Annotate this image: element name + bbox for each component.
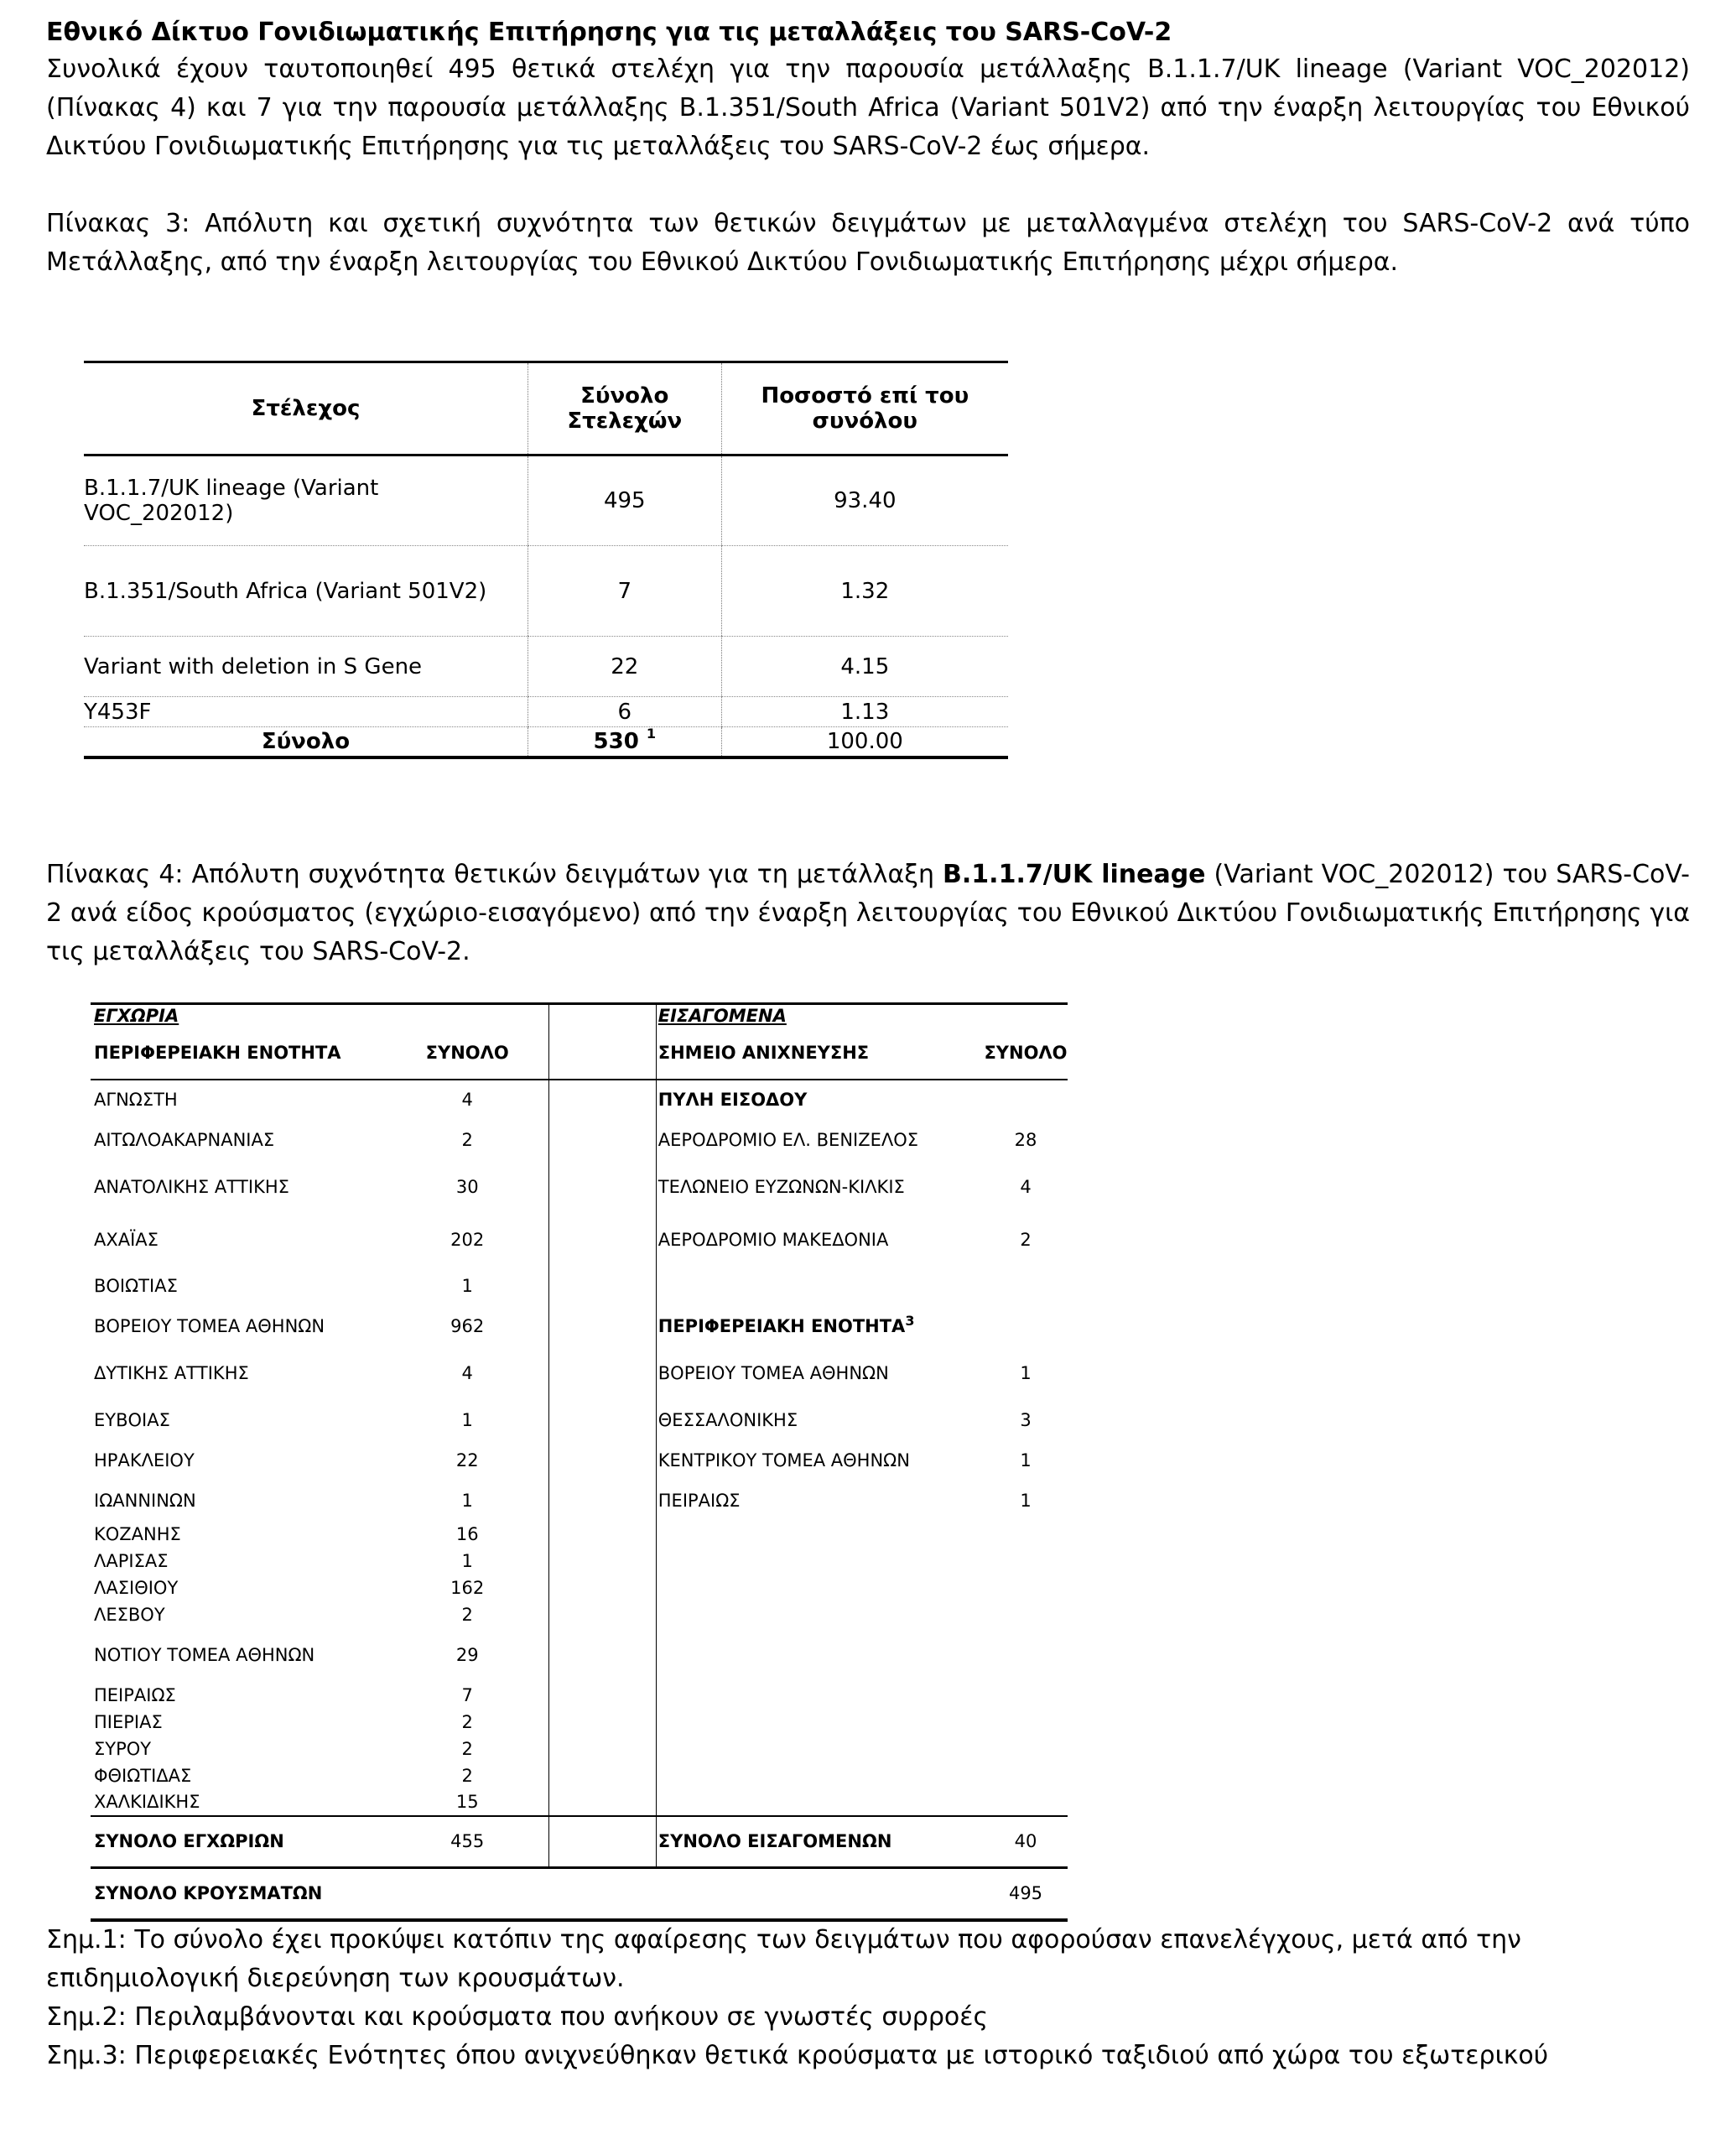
detection-point-cell: [656, 1601, 984, 1628]
detection-point-cell: [656, 1080, 984, 1120]
table-row: [91, 1736, 1068, 1762]
region-count-cell: 2: [461, 1604, 473, 1625]
region-cell: ΠΕΙΡΑΙΩΣ: [94, 1684, 176, 1705]
table-row: [91, 1160, 1068, 1214]
region-cell: ΛΑΣΙΘΙΟΥ: [94, 1577, 179, 1598]
footnote-2: Σημ.2: Περιλαμβάνονται και κρούσματα που ανήκουν σε γνωστές συρροές: [46, 2002, 989, 2032]
header-strain: Στέλεχος: [84, 362, 528, 455]
detection-count-cell: [984, 1548, 1068, 1574]
region-count-cell: 962: [450, 1315, 485, 1336]
detection-point-label: ΠΥΛΗ ΕΙΣΟΔΟΥ: [657, 1090, 808, 1110]
detection-point-cell: [656, 1762, 984, 1789]
lineage-cases-table: [91, 1002, 1068, 1922]
table-row: [91, 1628, 1068, 1682]
grand-total-label: ΣΥΝΟΛΟ ΚΡΟΥΣΜΑΤΩΝ: [91, 1868, 387, 1920]
table-row: [91, 1682, 1068, 1709]
region-count-cell: 2: [461, 1129, 473, 1150]
detection-point-cell: [656, 1682, 984, 1709]
region-count-cell: 22: [455, 1450, 479, 1470]
table-row: [91, 1440, 1068, 1481]
table-row: [91, 1548, 1068, 1574]
detection-point-label: ΑΕΡΟΔΡΟΜΙΟ ΜΑΚΕΔΟΝΙΑ: [657, 1229, 889, 1250]
region-count-cell: 1: [461, 1490, 473, 1511]
detection-point-cell: [656, 1709, 984, 1736]
detection-count-cell: [984, 1574, 1068, 1601]
count-cell: 22: [528, 637, 721, 697]
table4-caption-bold: B.1.1.7/UK lineage: [943, 860, 1206, 889]
region-cell: ΛΑΡΙΣΑΣ: [94, 1550, 169, 1571]
detection-point-cell: [656, 1574, 984, 1601]
detection-point-cell: [656, 1548, 984, 1574]
count-cell: 495: [528, 455, 721, 546]
region-cell: ΦΘΙΩΤΙΔΑΣ: [94, 1765, 192, 1786]
sum-local-value: 455: [387, 1816, 548, 1868]
footnote-marker: 1: [646, 725, 657, 742]
detection-point-cell: [656, 1400, 984, 1440]
region-cell: ΛΕΣΒΟΥ: [94, 1604, 165, 1625]
table-row: [91, 1346, 1068, 1400]
region-count-cell: 2: [461, 1738, 473, 1759]
region-count-cell: 16: [455, 1523, 479, 1544]
header-percent: Ποσοστό επί του συνόλου: [721, 362, 1008, 455]
table-row: [91, 1574, 1068, 1601]
sum-imported-label: ΣΥΝΟΛΟ ΕΙΣΑΓΟΜΕΝΩΝ: [656, 1816, 984, 1868]
detection-count-cell: [984, 1601, 1068, 1628]
region-count-cell: 202: [450, 1229, 485, 1250]
count-cell: 7: [528, 546, 721, 637]
table4-caption-part: Πίνακας 4: Απόλυτη συχνότητα θετικών δειγμάτων για τη μετάλλαξη: [46, 860, 943, 889]
region-count-cell: 15: [455, 1792, 479, 1812]
region-count-cell: 1: [461, 1275, 473, 1296]
region-cell: ΧΑΛΚΙΔΙΚΗΣ: [94, 1792, 200, 1812]
detection-count-cell: [984, 1736, 1068, 1762]
table-row: [84, 697, 1008, 727]
detection-count-cell: [984, 1682, 1068, 1709]
detection-point-cell: [656, 1160, 984, 1214]
detection-point-cell: [656, 1266, 984, 1306]
region-cell: ΣΥΡΟΥ: [94, 1738, 152, 1759]
region-count-cell: 1: [461, 1550, 473, 1571]
footnotes: [46, 1921, 1690, 2075]
header-total-imported: ΣΥΝΟΛΟ: [984, 1028, 1068, 1080]
table4-body: [91, 1080, 1068, 1816]
total-label: Σύνολο: [84, 727, 528, 757]
table4-caption: [46, 856, 1690, 971]
detection-count-cell: [984, 1521, 1068, 1548]
detection-count-cell: 1: [1020, 1362, 1032, 1383]
total-percent: 100.00: [721, 727, 1008, 757]
detection-count-cell: 1: [1020, 1450, 1032, 1470]
detection-point-cell: [656, 1440, 984, 1481]
table-row: [91, 1214, 1068, 1266]
percent-cell: 4.15: [721, 637, 1008, 697]
detection-count-cell: [984, 1266, 1068, 1306]
detection-count-cell: [984, 1789, 1068, 1816]
region-count-cell: 4: [461, 1090, 473, 1110]
table-row: [91, 1400, 1068, 1440]
table-row: [84, 455, 1008, 546]
detection-count-cell: [984, 1306, 1068, 1346]
detection-point-cell: [656, 1481, 984, 1521]
header-total: ΣΥΝΟΛΟ: [387, 1028, 548, 1080]
detection-point-cell: [656, 1214, 984, 1266]
table3-header-row: [84, 362, 1008, 455]
region-cell: ΒΟΡΕΙΟΥ ΤΟΜΕΑ ΑΘΗΝΩΝ: [94, 1315, 325, 1336]
count-cell: 6: [528, 697, 721, 727]
document-heading: Εθνικό Δίκτυο Γονιδιωματικής Επιτήρησης για τις μεταλλάξεις του SARS-CoV-2: [46, 18, 1172, 47]
total-count-value: 530: [593, 728, 639, 754]
region-count-cell: 7: [461, 1684, 473, 1705]
detection-point-cell: [656, 1628, 984, 1682]
detection-point-label: ΠΕΙΡΑΙΩΣ: [657, 1490, 741, 1511]
region-count-cell: 2: [461, 1711, 473, 1732]
region-count-cell: 29: [455, 1644, 479, 1665]
variants-table: [84, 361, 1008, 759]
percent-cell: 93.40: [721, 455, 1008, 546]
footnote-1: Σημ.1: Το σύνολο έχει προκύψει κατόπιν της αφαίρεσης των δειγμάτων που αφορούσαν επανελέγχους, μετά από την επιδημιολογική διερεύνηση των κρουσμάτων.: [46, 1925, 1521, 1993]
detection-count-cell: 4: [1020, 1176, 1032, 1197]
sum-imported-value: 40: [984, 1816, 1068, 1868]
table-row: [91, 1266, 1068, 1306]
region-cell: ΑΝΑΤΟΛΙΚΗΣ ΑΤΤΙΚΗΣ: [94, 1176, 289, 1197]
detection-point-label: ΒΟΡΕΙΟΥ ΤΟΜΕΑ ΑΘΗΝΩΝ: [657, 1362, 889, 1383]
detection-point-cell: [656, 1306, 984, 1346]
table-row: [91, 1709, 1068, 1736]
detection-point-cell: [656, 1120, 984, 1160]
detection-count-cell: [984, 1628, 1068, 1682]
strain-cell: Y453F: [84, 697, 528, 727]
local-section-title: ΕΓΧΩΡΙΑ: [91, 1004, 387, 1028]
table4-caption-part: (Variant VOC_202012) του SARS-CoV-2 ανά είδος κρούσματος (εγχώριο-εισαγόμενο) από την έναρξη λειτουργίας του Εθνικού Δικτύου Γονιδιωματικής Επιτήρησης για τις μεταλλάξεις του SARS-CoV-2.: [46, 860, 1690, 966]
region-count-cell: 162: [450, 1577, 485, 1598]
detection-point-cell: [656, 1521, 984, 1548]
percent-cell: 1.13: [721, 697, 1008, 727]
header-count: Σύνολο Στελεχών: [528, 362, 721, 455]
region-cell: ΕΥΒΟΙΑΣ: [94, 1409, 170, 1430]
imported-section-title: ΕΙΣΑΓΟΜΕΝΑ: [656, 1004, 984, 1028]
table4-sum-row: [91, 1816, 1068, 1868]
table4-section-row: [91, 1004, 1068, 1028]
region-count-cell: 4: [461, 1362, 473, 1383]
region-count-cell: 30: [455, 1176, 479, 1197]
table-row: [91, 1789, 1068, 1816]
region-count-cell: 1: [461, 1409, 473, 1430]
detection-point-label: ΑΕΡΟΔΡΟΜΙΟ ΕΛ. ΒΕΝΙΖΕΛΟΣ: [657, 1129, 919, 1150]
table-row: [91, 1306, 1068, 1346]
detection-point-cell: [656, 1789, 984, 1816]
footnote-3: Σημ.3: Περιφερειακές Ενότητες όπου ανιχνεύθηκαν θετικά κρούσματα με ιστορικό ταξιδιού από χώρα του εξωτερικού: [46, 2041, 1549, 2070]
document-page: [46, 15, 1690, 282]
region-cell: ΝΟΤΙΟΥ ΤΟΜΕΑ ΑΘΗΝΩΝ: [94, 1644, 315, 1665]
strain-cell: B.1.351/South Africa (Variant 501V2): [84, 546, 528, 637]
table-row: [91, 1762, 1068, 1789]
table4-header-row: [91, 1028, 1068, 1080]
detection-count-cell: 1: [1020, 1490, 1032, 1511]
region-cell: ΑΧΑΪΑΣ: [94, 1229, 159, 1250]
detection-count-cell: 2: [1020, 1229, 1032, 1250]
table-row: [91, 1601, 1068, 1628]
region-cell: ΑΓΝΩΣΤΗ: [94, 1090, 178, 1110]
region-cell: ΔΥΤΙΚΗΣ ΑΤΤΙΚΗΣ: [94, 1362, 249, 1383]
intro-paragraph: Συνολικά έχουν ταυτοποιηθεί 495 θετικά στελέχη για την παρουσία μετάλλαξης B.1.1.7/UK lineage (Variant VOC_202012) (Πίνακας 4) και 7 για την παρουσία μετάλλαξης B.1.351/South Africa (Variant 501V2) από την έναρξη λειτουργίας του Εθνικού Δικτύου Γονιδιωματικής Επιτήρησης για τις μεταλλάξεις του SARS-CoV-2 έως σήμερα.: [46, 55, 1690, 161]
table-row: [91, 1120, 1068, 1160]
strain-cell: B.1.1.7/UK lineage (Variant VOC_202012): [84, 455, 528, 546]
detection-count-cell: [984, 1080, 1068, 1120]
detection-count-cell: 28: [1014, 1129, 1037, 1150]
header-region: ΠΕΡΙΦΕΡΕΙΑΚΗ ΕΝΟΤΗΤΑ: [91, 1028, 387, 1080]
percent-cell: 1.32: [721, 546, 1008, 637]
detection-point-label: ΚΕΝΤΡΙΚΟΥ ΤΟΜΕΑ ΑΘΗΝΩΝ: [657, 1450, 910, 1470]
detection-count-cell: 3: [1020, 1409, 1032, 1430]
header-detection-point: ΣΗΜΕΙΟ ΑΝΙΧΝΕΥΣΗΣ: [656, 1028, 984, 1080]
detection-point-label: ΤΕΛΩΝΕΙΟ ΕΥΖΩΝΩΝ-ΚΙΛΚΙΣ: [657, 1176, 905, 1197]
region-cell: ΒΟΙΩΤΙΑΣ: [94, 1275, 178, 1296]
detection-point-label: ΘΕΣΣΑΛΟΝΙΚΗΣ: [657, 1409, 798, 1430]
detection-point-cell: [656, 1346, 984, 1400]
detection-count-cell: [984, 1709, 1068, 1736]
detection-point-cell: [656, 1736, 984, 1762]
region-count-cell: 2: [461, 1765, 473, 1786]
total-count: [528, 727, 721, 757]
region-cell: ΙΩΑΝΝΙΝΩΝ: [94, 1490, 196, 1511]
table-row: [91, 1521, 1068, 1548]
table-row: [84, 546, 1008, 637]
detection-point-label: ΠΕΡΙΦΕΡΕΙΑΚΗ ΕΝΟΤΗΤΑ: [657, 1315, 906, 1336]
grand-total-value: 495: [984, 1868, 1068, 1920]
table-row: [91, 1080, 1068, 1120]
strain-cell: Variant with deletion in S Gene: [84, 637, 528, 697]
table-row: [84, 637, 1008, 697]
sum-local-label: ΣΥΝΟΛΟ ΕΓΧΩΡΙΩΝ: [91, 1816, 387, 1868]
region-cell: ΠΙΕΡΙΑΣ: [94, 1711, 163, 1732]
region-cell: ΚΟΖΑΝΗΣ: [94, 1523, 181, 1544]
table-row: [91, 1481, 1068, 1521]
region-cell: ΑΙΤΩΛΟΑΚΑΡΝΑΝΙΑΣ: [94, 1129, 275, 1150]
table4-grand-total-row: [91, 1868, 1068, 1920]
table3-total-row: [84, 727, 1008, 757]
table3-caption: Πίνακας 3: Απόλυτη και σχετική συχνότητα των θετικών δειγμάτων με μεταλλαγμένα στελέχη του SARS-CoV-2 ανά τύπο Μετάλλαξης, από την έναρξη λειτουργίας του Εθνικού Δικτύου Γονιδιωματικής Επιτήρησης μέχρι σήμερα.: [46, 209, 1690, 277]
region-cell: ΗΡΑΚΛΕΙΟΥ: [94, 1450, 195, 1470]
footnote-marker: 3: [905, 1312, 915, 1329]
detection-count-cell: [984, 1762, 1068, 1789]
